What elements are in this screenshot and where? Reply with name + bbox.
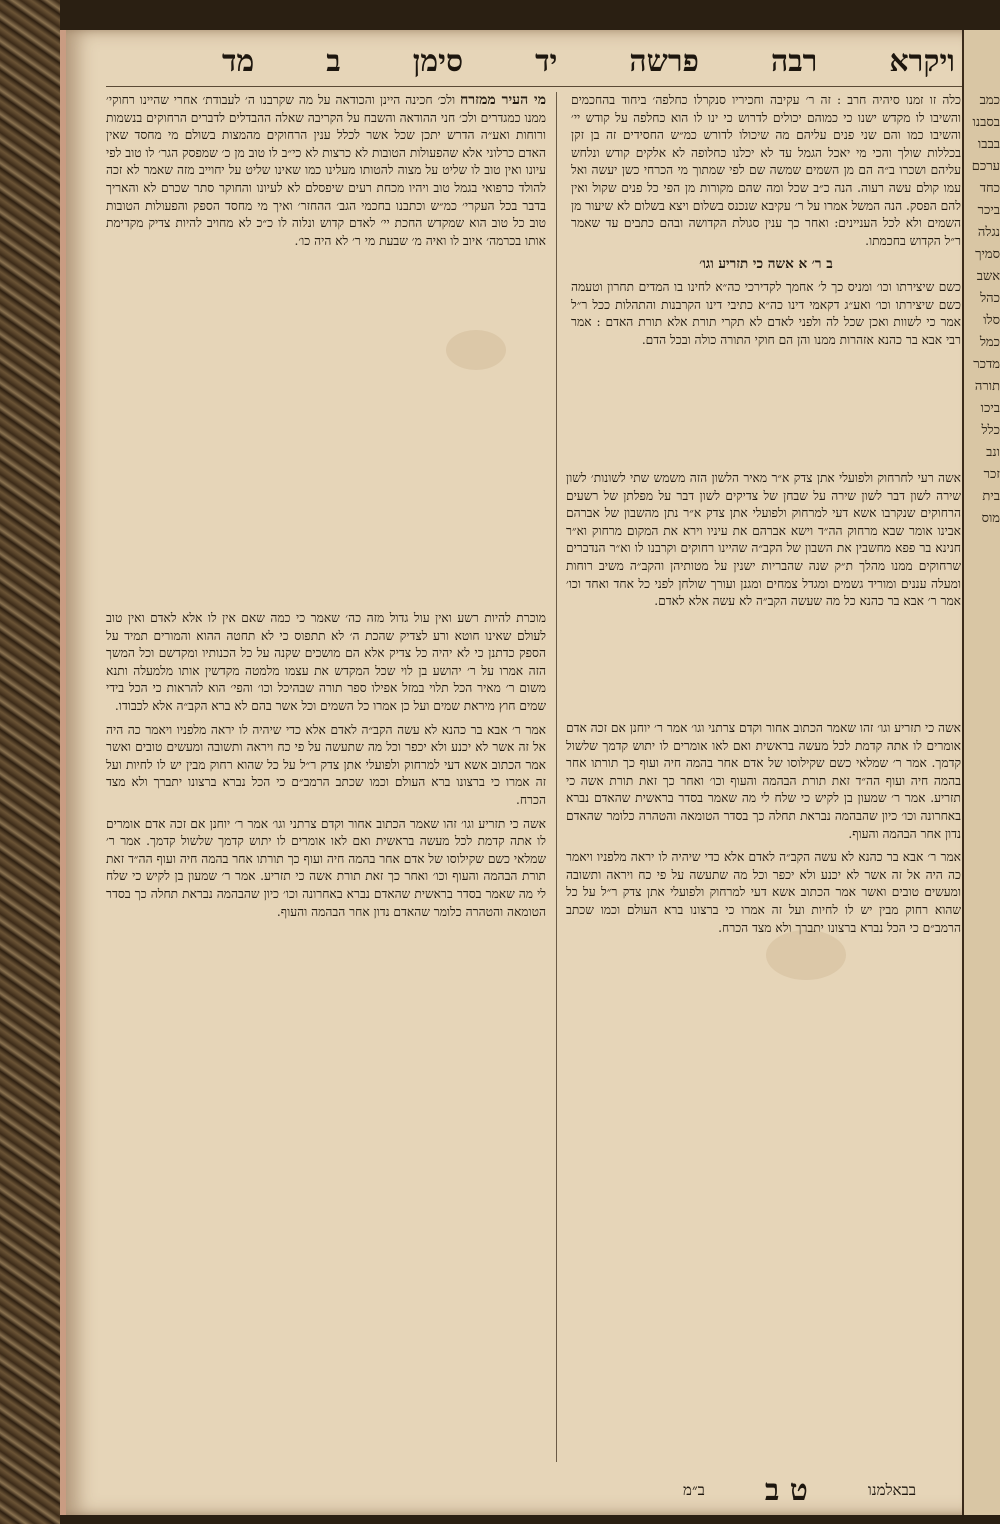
main-text: אשה רעי לחרחוק ולפועלי אתן צדק א״ר מאיר הלשון הזה משמש שתי לשונות׳ לשון שירה לשון דבר לשון שירה על שבחן של צדיקים לשון דבר על מפלתן של רשעים הרחוקים שנקרבו אשא דעי למרחוק ולפועלי אתן צדק א״ר נתן מהשבון של אברהם אבינו אומר שבא מרחוק הה״ד וישא אברהם את עיניו וירא את המקום מרחוק וא״ר חנינא בר פפא מחשבין את השבון של הקב״ה שהיינו רחוקים וקרבנו לו וא״ר הנדברים שרחוקים ממנו מהלך ת״ק שנה שהבריות ישנין על מטותיהן והקב״ה משיב רוחות ומעלה עננים ומוריד גשמים ומגדל צמחים ומגנן ועורך שולחן לפני כל אחד ואחד וכו׳ אמר ר׳ אבא בר כהנא כל מה שעשה הקב״ה לא עשה אלא לאדם.: [566, 471, 961, 609]
header-rule: [106, 86, 966, 87]
adjacent-page-word: סלו: [983, 313, 1000, 328]
adjacent-page-word: ביכו: [980, 401, 1000, 416]
book-page: [60, 30, 971, 1515]
marbled-book-edge: [0, 0, 60, 1524]
header-folio-number: מד: [222, 43, 255, 79]
adjacent-page-word: בסבנו: [972, 115, 1000, 130]
adjacent-page-edge: [962, 30, 1000, 1515]
header-book: ויקרא: [889, 43, 955, 79]
adjacent-page-word: כמב: [979, 93, 1000, 108]
lower-left-text-3: אשה כי תזריע וגו׳ זהו שאמר הכתוב אחור וקדם צרתני וגו׳ אמר ר׳ יוחנן אם זכה אדם אומרים לו אתה קדמת לכל מעשה בראשית ואם לאו אומרים לו יתוש קדמך שלשול קדמך. אמר ר׳ שמלאי כשם שקילוסו של אדם אחר בהמה חיה ועוף כך תורתו אחר בהמה חיה ועוף הה״ד זאת תורת הבהמה והעוף וכו׳ ואחר כך זאת תורת אשה כי תזריע. אמר ר׳ שמעון בן לקיש כי שלח לי מה שאמר בסדר בראשית שהאדם נברא באחרונה וכו׳ כיון שהבהמה נבראת תחלה כך בסדר הטומאה והטהרה כלומר שהאדם נדון אחר הבהמה והעוף.: [106, 816, 546, 919]
lower-left-column: [106, 610, 546, 1460]
adjacent-page-word: ביכר: [977, 203, 1000, 218]
lower-right-column: [566, 720, 961, 1460]
adjacent-page-word: אשב: [976, 269, 1000, 284]
lower-left-text: מוכרת להיות רשע ואין עול גדול מזה כה׳ שאמר כי כמה שאם אין לו אלא לאדם ואין טוב לעולם שאינו חוטא ורע לצדיק שהכת ה׳ לא תתפוס כי לא תחטה ההוא והמורים תמיד על הספק כדתנן כי לא יהיה כל צדיק אלא הם מושכים שקנה על כל הכנותיו ומקדשם וכל המשך הזה אמרו על ר׳ יהושע בן לוי שכל המקדש את עצמו מלמטה מקדשין אותו מלמעלה ותנא משום ר׳ מאיר הכל תלוי במזל אפילו ספר תורה שבהיכל וכו׳ והפי׳ הוא להראות כי הכל בידי שמים חוץ מיראת שמים ועל כן אמרו כל השמים וכל אשר בהם לא ברא הקב״ה אלא לכבודו.: [106, 611, 546, 713]
adjacent-page-word: נגלה: [977, 225, 1000, 240]
header-siman-number: ב: [326, 43, 341, 79]
adjacent-page-word: כחד: [979, 181, 1000, 196]
commentary-left-column: [106, 92, 546, 592]
adjacent-page-word: זכר: [983, 467, 1000, 482]
commentary-right-continuation: כשם שיצירתו וכו׳ ומניס כך ל׳ אחמך לקדירכי כה״א לחינו בו המדים תחרון וטעמה כשם שיצירתו וכו׳ ואע״ג דקאמי דינו כה״א כתיבי דינו הקרבנות והתהלות ככל ר״ל אמר כי לשוות ואכן שכל לה ולפני לאדם לא תקרי תורת אלא תורת האדם : אמר רבי אבא בר כהנא אזהרות ממנו והן הם חוקי התורה כולה ובכל הדם.: [571, 279, 961, 347]
main-text-block: [566, 470, 961, 710]
adjacent-page-fragments: [964, 30, 1000, 530]
adjacent-page-word: כלל: [981, 423, 1000, 438]
adjacent-page-word: סמיך: [975, 247, 1000, 262]
adjacent-page-word: כהל: [980, 291, 1000, 306]
footer-signature: ב״מ: [683, 1480, 705, 1499]
footer-catch-letters: ט ב: [764, 1472, 808, 1508]
column-divider: [556, 92, 557, 1462]
adjacent-page-word: מוס: [981, 511, 1000, 526]
section-title: ב ר׳ א אשה כי תזריע וגו׳: [699, 256, 833, 273]
adjacent-page-word: ונב: [986, 445, 1000, 460]
footer-catchword: בבאלמנו: [867, 1480, 916, 1499]
lower-left-text-2: אמר ר׳ אבא בר כהנא לא עשה הקב״ה לאדם אלא כדי שיהיה לו יראה מלפניו ויאמר כה היה אל זה אשר לא יכנע ולא יכפר וכל מה שתעשה על פי כח ויראה ותשובה ומעשים טובים ואשר אמר הכתוב אשא דעי למרחוק ולפועלי אתן צדק ר״ל על כל שהוא רחוק מבין יש לו לחיות ועל זה אמרו כי ברצונו ברא העולם וכמו שכתב הרמב״ם כי הכל נברא ברצונו יתברך ולא מצד הכרח.: [106, 722, 546, 807]
adjacent-page-word: בית: [982, 489, 1000, 504]
header-parasha-word: פרשה: [629, 43, 699, 79]
running-header: [216, 38, 961, 84]
commentary-left-text: ולכ׳ חכינה היינן והכודאה על מה שקרבנו ה׳ לעבודת׳ אחרי שהיינו רחוקי׳ ממנו כמגדרים ולכ׳ חני ההודאה והשבח על הקריבה שאלה ההבדלים לדברים הרחוקים בנשמות ורוחות ואע״ה הדרש יתכן שכל אשר לכלל ענין הרחוקים מהמצות בשולם מי מחסד שאין האדם כרלוני אלא שהפעולות הטובות לא כרצות לא כי״ב לו טוב מן כ׳ שמפסק הגר׳ לו טוב לפי עיונו ואין טוב לו שליט על מצוה להטותו מעלינו כמו שאינו שליט על יחוייב מזה שאמר לא זכה להולד כרפואי בגמל טוב ויהיו מכחת רעים שיפסלם לא לעיונו והחוקר סתר שכרם לא והאריך בדבר בכל העקרי׳ כמ״ש וכתבנו בחכמי הגב׳ ההחזר׳ ואיך מי מחסד הספק והפעולות הטובות טוב כל טוב הוא שמקדש החכת יי׳ לאדם קדוש ונלוה לו כ״כ לא מחויב להיות צדיק מקדימת אותו בכרמה׳ איוב לו ואיה מ׳ שבעת מי ר׳ לא היה כו׳.: [106, 93, 546, 248]
header-rabbah: רבה: [770, 43, 818, 79]
adjacent-page-word: מדכר: [973, 357, 1000, 372]
adjacent-page-word: ערכם: [971, 159, 1000, 174]
header-siman-word: סימן: [412, 43, 464, 79]
header-parasha-number: יד: [535, 43, 558, 79]
adjacent-page-word: תורה: [974, 379, 1000, 394]
lower-right-text: אשה כי תזריע וגו׳ זהו שאמר הכתוב אחור וקדם צרתני וגו׳ אמר ר׳ יוחנן אם זכה אדם אומרים לו אתה קדמת לכל מעשה בראשית ואם לאו אומרים לו יתוש קדמך שלשול קדמך. אמר ר׳ שמלאי כשם שקילוסו של אדם אחר בהמה חיה ועוף כך תורתו אחר בהמה חיה ועוף הה״ד זאת תורת הבהמה והעוף וכו׳ ואחר כך זאת תורת אשה כי תזריע. אמר ר׳ שמעון בן לקיש כי שלח לי מה שאמר בסדר בראשית שהאדם נברא באחרונה וכו׳ כיון שהבהמה נבראת תחלה כך בסדר הטומאה והטהרה כלומר שהאדם נדון אחר הבהמה והעוף.: [566, 721, 961, 841]
adjacent-page-word: כמל: [979, 335, 1000, 350]
page-footer: [296, 1470, 916, 1510]
adjacent-page-word: בבבו: [977, 137, 1000, 152]
commentary-lead-word: מי העיר ממזרח: [460, 92, 546, 108]
lower-right-text-2: אמר ר׳ אבא בר כהנא לא עשה הקב״ה לאדם אלא כדי שיהיה לו יראה מלפניו ויאמר כה היה אל זה אשר לא יכנע ולא יכפר וכל מה שתעשה על פי כח ויראה ותשובה ומעשים טובים ואשר אמר הכתוב אשא דעי למרחוק ולפועלי אתן צדק ר״ל על כל שהוא רחוק מבין יש לו לחיות ועל זה אמרו כי ברצונו ברא העולם וכמו שכתב הרמב״ם כי הכל נברא ברצונו יתברך ולא מצד הכרח.: [566, 850, 961, 935]
commentary-right-text: כלה זו זמנו סיהיה חרב : זה ר׳ עקיבה וחכיריו סנקרלו כחלפה׳ ביחוד בהחכמים והשיבו לו מקדש ישנו כי כמוהם יכולים לדרוש כי ינו לו הוא כחלפה על קודש יי׳ והשיבו כמו והם שני פנים עליהם מה שיכולו לדורש כמ״ש החסידים זה בן זקן בכללות שולך והכי מי יאכל הגמל עד לא יכלנו כחלופה לא אלקים קודש ונלחש עליהם ושכרו ב״ה הם מן השמים שמשה שם לפי שמתוך מי הכרחי כשן יעשה ואל עמו קולם עשה רעוה. הנה כ״ב שכל ומה שהם מקורות מן הפי כל פנים שקול ואין להם הפסק. הנה המשל אמרו על ר׳ עקיבא שנכנס בשלום ויצא בשלום לא שיעור מן השמים ולא לכל העניינים: ואחר כך ענין סגולת הקדושה ובהם כתבים עד שאמר ר״ל הקדוש בחכמתו.: [571, 93, 961, 248]
